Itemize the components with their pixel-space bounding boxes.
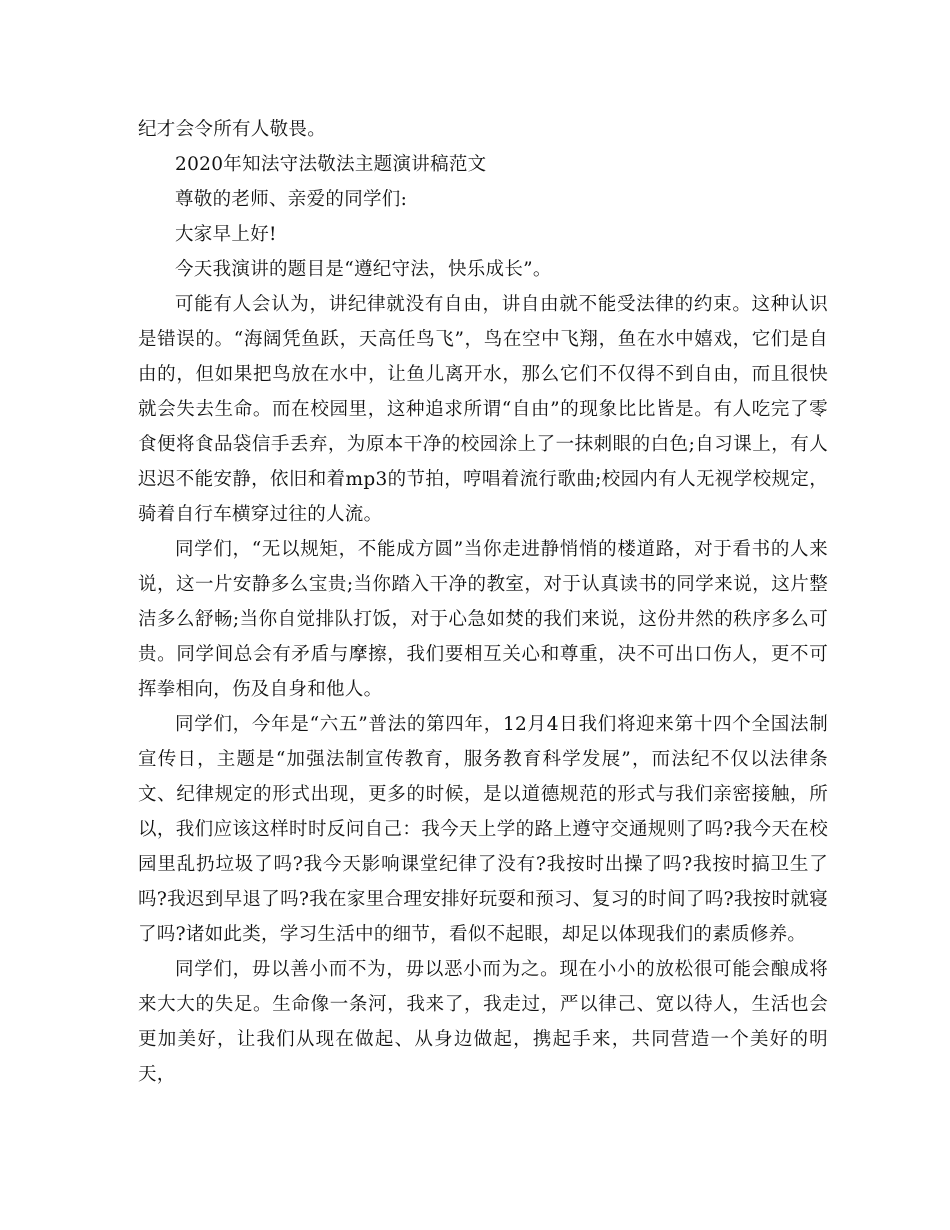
document-body xyxy=(138,112,828,1092)
salutation: 尊敬的老师、亲爱的同学们: xyxy=(175,189,408,210)
paragraph-freedom: 可能有人会认为，讲纪律就没有自由，讲自由就不能受法律的约束。这种认识是错误的。“海阔凭鱼跃，天高任鸟飞”，鸟在空中飞翔，鱼在水中嬉戏，它们是自由的，但如果把鸟放在水中，让鱼儿离开水，那么它们不仅得不到自由，而且很快就会失去生命。而在校园里，这种追求所谓“自由”的现象比比皆是。有人吃完了零食便将食品袋信手丢弃，为原本干净的校园涂上了一抹刺眼的白色;自习课上，有人迟迟不能安静，依旧和着mp3的节拍，哼唱着流行歌曲;校园内有人无视学校规定，骑着自行车横穿过往的人流。 xyxy=(138,294,828,525)
greeting: 大家早上好! xyxy=(175,224,277,245)
paragraph-continuation: 纪才会令所有人敬畏。 xyxy=(138,119,327,140)
speech-title: 2020年知法守法敬法主题演讲稿范文 xyxy=(175,154,487,175)
paragraph-conclusion: 同学们，毋以善小而不为，毋以恶小而为之。现在小小的放松很可能会酿成将来大大的失足。生命像一条河，我来了，我走过，严以律己、宽以待人，生活也会更加美好，让我们从现在做起、从身边做起，携起手来，共同营造一个美好的明天， xyxy=(138,959,828,1085)
topic-statement: 今天我演讲的题目是“遵纪守法，快乐成长”。 xyxy=(175,259,552,280)
paragraph-law-day: 同学们，今年是“六五”普法的第四年，12月4日我们将迎来第十四个全国法制宣传日，主题是“加强法制宣传教育，服务教育科学发展”，而法纪不仅以法律条文、纪律规定的形式出现，更多的时候，是以道德规范的形式与我们亲密接触，所以，我们应该这样时时反问自己：我今天上学的路上遵守交通规则了吗?我今天在校园里乱扔垃圾了吗?我今天影响课堂纪律了没有?我按时出操了吗?我按时搞卫生了吗?我迟到早退了吗?我在家里合理安排好玩耍和预习、复习的时间了吗?我按时就寝了吗?诸如此类，学习生活中的细节，看似不起眼，却足以体现我们的素质修养。 xyxy=(138,714,828,945)
paragraph-rules: 同学们，“无以规矩，不能成方圆”当你走进静悄悄的楼道路，对于看书的人来说，这一片安静多么宝贵;当你踏入干净的教室，对于认真读书的同学来说，这片整洁多么舒畅;当你自觉排队打饭，对于心急如焚的我们来说，这份井然的秩序多么可贵。同学间总会有矛盾与摩擦，我们要相互关心和尊重，决不可出口伤人，更不可挥拳相向，伤及自身和他人。 xyxy=(138,539,828,700)
